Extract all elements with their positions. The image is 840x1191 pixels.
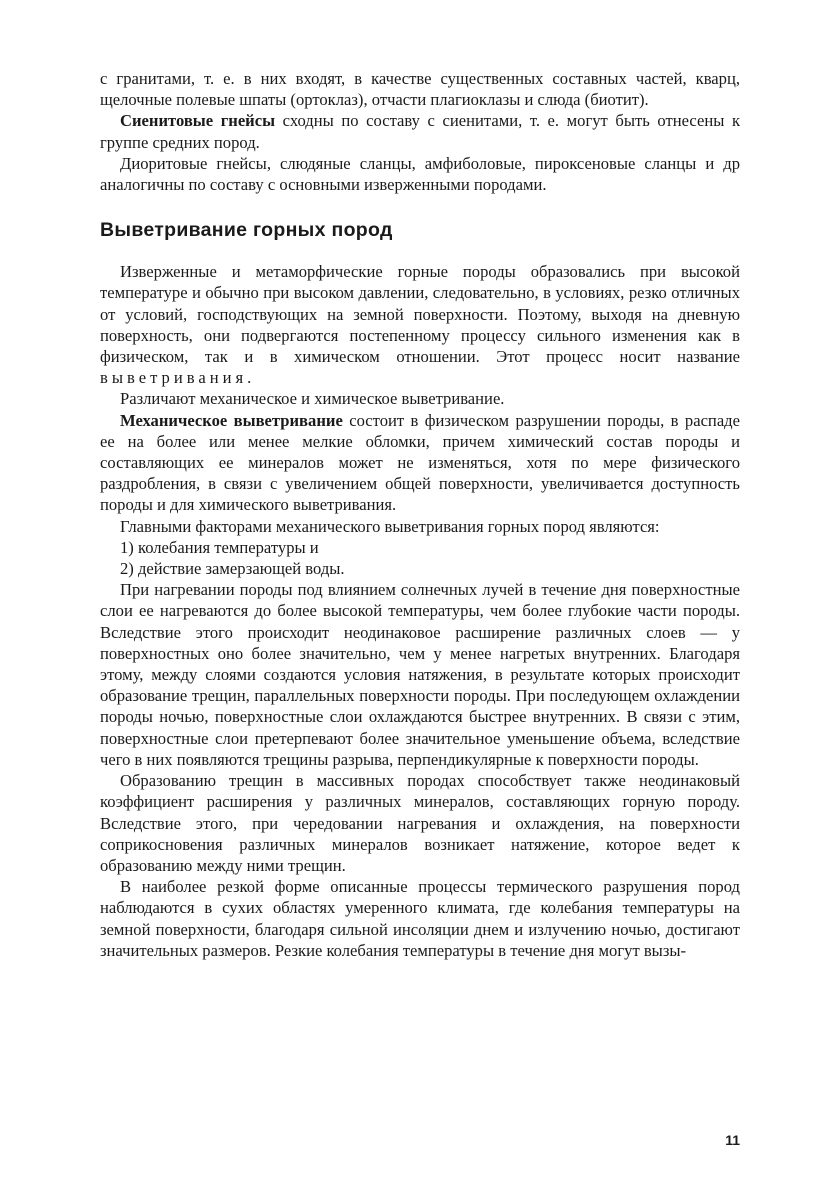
section-title: Выветривание горных пород [100, 219, 393, 242]
page-number: 11 [725, 1132, 740, 1148]
paragraph-mechanical-text: состоит в физическом разрушении породы, в распаде ее на более или менее мелкие обломки, причем химический состав породы и составляющих ее минералов может не изменяться, хотя по мере физического раздробления, в связи с увеличением общей поверхности, увеличивается доступность породы и для химического выветривания. [100, 410, 740, 515]
paragraph-granite-gneiss: с гранитами, т. е. в них входят, в качестве существенных составных частей, кварц, щелочные полевые шпаты (ортоклаз), отчасти плагиоклазы и слюда (биотит). [100, 69, 740, 110]
paragraph-types: Различают механическое и химическое выветривание. [120, 389, 505, 409]
list-item: 2) действие замерзающей воды. [120, 559, 345, 579]
paragraph-diorite-gneiss: Диоритовые гнейсы, слюдяные сланцы, амфиболовые, пироксеновые сланцы и др аналогичны по составу с основными изверженными породами. [100, 153, 740, 195]
term-mechanical-weathering: Механическое выветривание [120, 410, 343, 430]
paragraph-heating: При нагревании породы под влиянием солнечных лучей в течение дня поверхностные слои ее нагреваются до более высокой температуры, чем более глубокие части породы. Вследствие этого происходит неодинаковое расширение различных слоев — у поверхностных оно более значительно, чем у менее нагретых внутренних. Благодаря этому, между слоями создаются условия натяжения, в результате которых происходит образование трещин, параллельных поверхности породы. При последующем охлаждении породы ночью, поверхностные слои охлаждаются быстрее внутренних. В связи с этим, поверхностные слои претерпевают более значительное уменьшение объема, вследствие чего в них появляются трещины разрыва, перпендикулярные к поверхности породы. [100, 580, 740, 769]
paragraph-intro [100, 261, 740, 388]
term-weathering: выветривания [100, 368, 248, 388]
paragraph-cracks: Образованию трещин в массивных породах способствует также неодинаковый коэффициент расширения у различных минералов, составляющих горную породу. Вследствие этого, при чередовании нагревания и охлаждения, на поверхности соприкосновения различных минералов возникает натяжение, которое ведет к образованию между ними трещин. [100, 771, 740, 875]
paragraph-syenite-gneiss [100, 110, 740, 152]
paragraph-syenite-gneiss-text: сходны по составу с сиенитами, т. е. могут быть отнесены к группе средних пород. [100, 111, 741, 152]
list-item: 1) колебания температуры и [120, 537, 319, 557]
term-syenite-gneiss: Сиенитовые гнейсы [120, 111, 276, 131]
paragraph-intro-end: . [247, 368, 252, 388]
paragraph-mechanical [100, 410, 740, 516]
paragraph-factors: Главными факторами механического выветривания горных пород являются: [120, 516, 660, 536]
paragraph-intro-text: Изверженные и метаморфические горные породы образовались при высокой температуре и обычно при высоком давлении, следовательно, в условиях, резко отличных от условий, господствующих на земной поверхности. Поэтому, выходя на дневную поверхность, они подвергаются постепенному процессу сильного изменения как в физическом, так и в химическом отношении. Этот процесс носит название [100, 262, 740, 367]
page-body [100, 68, 740, 961]
paragraph-climate: В наиболее резкой форме описанные процессы термического разрушения пород наблюдаются в сухих областях умеренного климата, где колебания температуры на земной поверхности, благодаря сильной инсоляции днем и излучению ночью, достигают значительных размеров. Резкие колебания температуры в течение дня могут вызы- [100, 877, 740, 960]
